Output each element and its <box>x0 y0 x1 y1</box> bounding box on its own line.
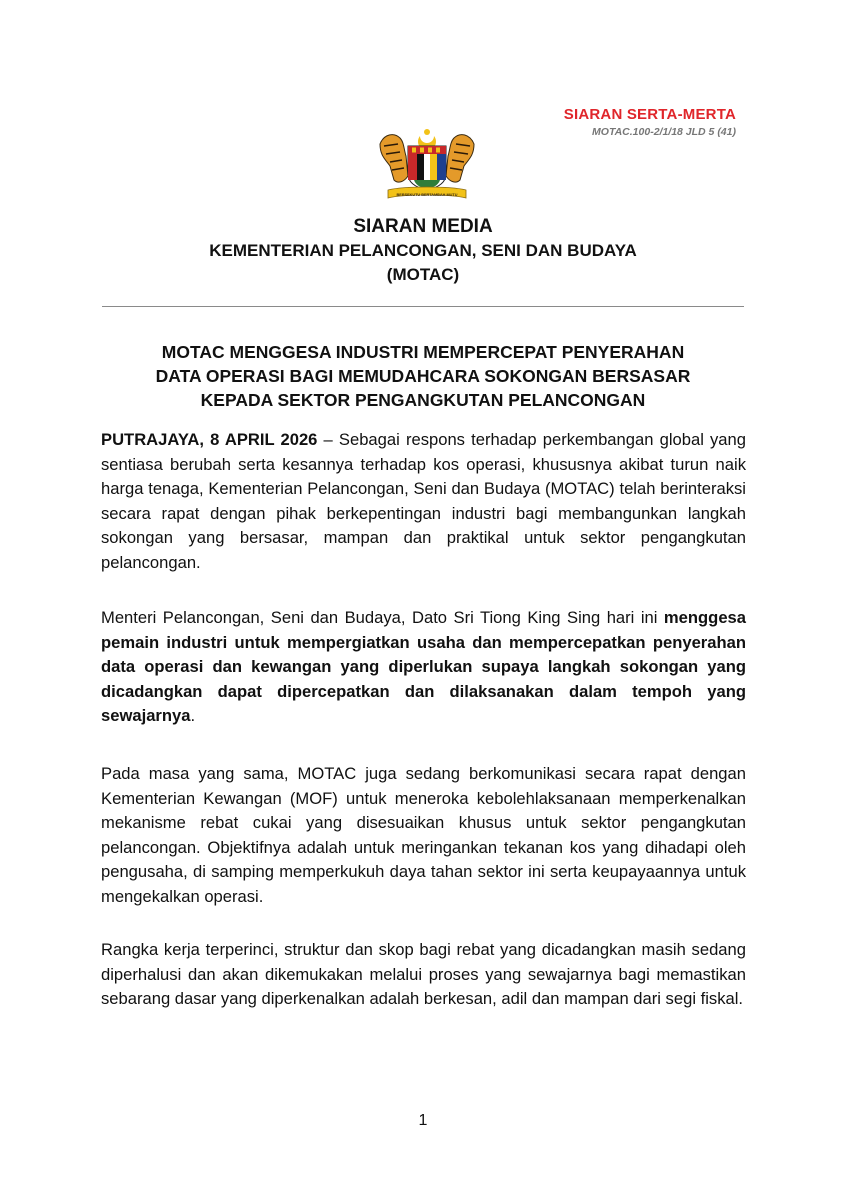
dateline: PUTRAJAYA, 8 APRIL 2026 <box>101 430 318 449</box>
headline-line-3: KEPADA SEKTOR PENGANGKUTAN PELANCONGAN <box>200 390 646 410</box>
paragraph-1-text: – Sebagai respons terhadap perkembangan global yang sentiasa berubah serta kesannya terhadap kos operasi, khususnya akibat turun naik harga tenaga, Kementerian Pelancongan, Seni dan Budaya (MOTAC) telah berinteraksi secara rapat dengan pihak berkepentingan industri bagi membangunkan langkah sokongan yang bersasar, mampan dan praktikal untuk sektor pengangkutan pelancongan. <box>101 430 746 572</box>
page-number: 1 <box>418 1112 428 1129</box>
coat-of-arms-logo <box>374 126 480 204</box>
media-release-title: SIARAN MEDIA <box>353 216 493 237</box>
paragraph-1 <box>101 428 746 576</box>
ministry-name: KEMENTERIAN PELANCONGAN, SENI DAN BUDAYA <box>209 241 637 260</box>
document-header <box>0 214 846 287</box>
press-headline <box>96 340 750 412</box>
paragraph-2-end: . <box>190 706 196 726</box>
release-tag <box>564 106 736 138</box>
release-type: SIARAN SERTA-MERTA <box>563 106 736 123</box>
paragraph-3: Pada masa yang sama, MOTAC juga sedang berkomunikasi secara rapat dengan Kementerian Kewangan (MOF) untuk meneroka kebolehlaksanaan memperkenalkan mekanisme rebat cukai yang disesuaikan khusus untuk sektor pengangkutan pelancongan. Objektifnya adalah untuk meringankan tekanan kos yang dihadapi oleh pengusaha, di samping memperkukuh daya tahan sektor ini serta keupayaannya untuk mengekalkan operasi. <box>101 764 746 906</box>
paragraph-2-emphasis: menggesa pemain industri untuk mempergiatkan usaha dan mempercepatkan penyerahan data operasi dan kewangan yang diperlukan supaya langkah sokongan yang dicadangkan dapat dipercepatkan dan dilaksanakan dalam tempoh yang sewajarnya <box>101 608 746 726</box>
paragraph-4: Rangka kerja terperinci, struktur dan skop bagi rebat yang dicadangkan masih sedang diperhalusi dan akan dikemukakan melalui proses yang sewajarnya bagi memastikan sebarang dasar yang diperkenalkan adalah berkesan, adil dan mampan dari segi fiskal. <box>101 940 746 1009</box>
headline-line-1: MOTAC MENGGESA INDUSTRI MEMPERCEPAT PENYERAHAN <box>161 342 685 362</box>
reference-number: MOTAC.100-2/1/18 JLD 5 (41) <box>592 126 736 138</box>
paragraph-2-lead: Menteri Pelancongan, Seni dan Budaya, Dato Sri Tiong King Sing hari ini <box>101 608 664 627</box>
divider-line <box>102 306 744 307</box>
svg-text:BERSEKUTU BERTAMBAH MUTU: BERSEKUTU BERTAMBAH MUTU <box>396 193 458 197</box>
paragraph-2 <box>101 606 746 729</box>
headline-line-2: DATA OPERASI BAGI MEMUDAHCARA SOKONGAN BERSASAR <box>155 366 691 386</box>
ministry-acronym: (MOTAC) <box>386 265 460 284</box>
